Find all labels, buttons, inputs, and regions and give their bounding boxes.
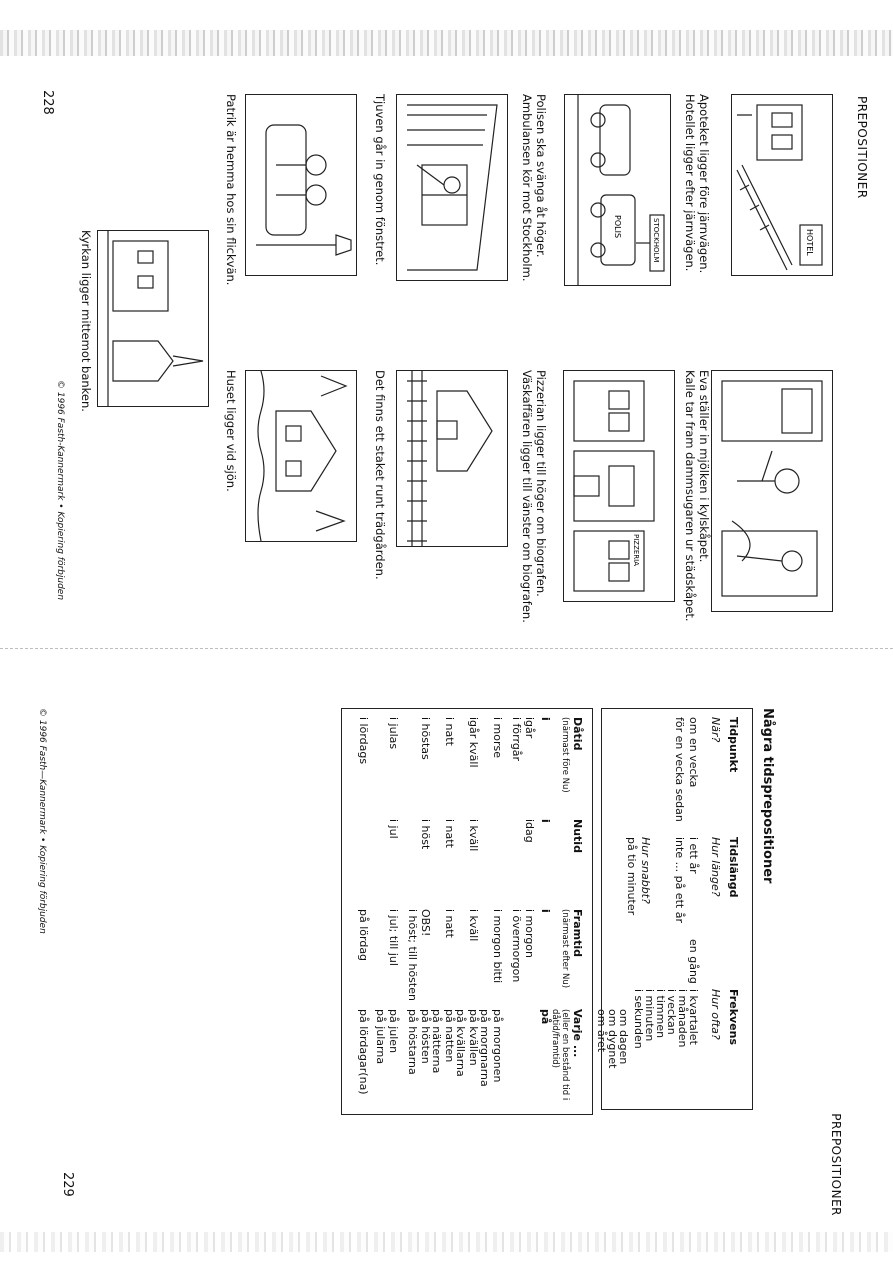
table-cell: på lördag	[357, 909, 370, 962]
sign-stockholm: STOCKHOLM	[652, 218, 660, 263]
table-cell: i höst	[419, 819, 432, 850]
table-cell: igår kväll	[467, 717, 480, 768]
tidpunkt-2: för en vecka sedan	[673, 717, 686, 822]
header-nutid: Nutid	[571, 819, 584, 853]
copyright: © 1996 Fasth-Kannermark • Kopiering förbjuden	[55, 380, 65, 601]
scan-edge-top	[0, 30, 893, 56]
table-cell: på hösten på höstarna	[406, 1009, 432, 1075]
page-header: PREPOSITIONER	[829, 1113, 843, 1216]
frekvens-om-1: om dagen	[617, 1009, 630, 1065]
table-cell: i morgon bitti	[491, 909, 504, 984]
illustration-church-bank	[97, 230, 209, 407]
frekvens-om-2: om dygnet	[606, 1009, 619, 1069]
page-header: PREPOSITIONER	[855, 96, 869, 199]
table-cell: i jul	[387, 819, 400, 839]
tidslangd-3: Hur snabbt?	[639, 837, 652, 904]
table-cell: på lördagar(na)	[357, 1009, 370, 1095]
page-divider	[0, 648, 893, 649]
header-tidpunkt: Tidpunkt	[727, 717, 740, 773]
frekvens-i-5: i minuten	[643, 989, 656, 1042]
time-box-2	[341, 708, 593, 1115]
table-cell: i natt	[443, 909, 456, 938]
table-cell: på natten på nätterna	[430, 1009, 456, 1074]
illustration-police-ambulance	[564, 94, 671, 286]
table-cell: i morgon i övermorgon	[510, 909, 536, 983]
frekvens-lead: en gång	[687, 939, 700, 984]
table-cell: idag	[523, 819, 536, 843]
sub-framtid: (närmast efter Nu)	[560, 909, 570, 989]
frekvens-i-3: i veckan	[665, 989, 678, 1035]
illustration-couple-sofa	[245, 94, 357, 276]
illustration-thief-window	[396, 94, 508, 281]
header-varje: Varje ...	[571, 1009, 584, 1058]
marker-datid: i	[539, 717, 552, 721]
marker-nutid: i	[539, 819, 552, 823]
page-number: 229	[60, 1172, 75, 1197]
illustration-pharmacy-railway	[731, 94, 833, 276]
page-229	[0, 690, 893, 1230]
copyright: © 1996 Fasth—Kannermark • Kopiering förbjuden	[37, 708, 47, 934]
illustration-fence-garden	[396, 370, 508, 547]
caption-apoteket-line-2: Hotellet ligger efter järnvägen.	[683, 94, 697, 272]
caption-huset-line-1: Huset ligger vid sjön.	[224, 370, 238, 492]
header-datid: Dåtid	[571, 717, 584, 751]
table-cell: i morse	[491, 717, 504, 759]
table-cell: på julen på jularna	[374, 1009, 400, 1065]
section-title: Några tidsprepositioner	[760, 708, 775, 884]
marker-framtid: i	[539, 909, 552, 913]
table-cell: i kväll	[467, 909, 480, 942]
question-nar: När?	[709, 717, 722, 743]
page-number: 228	[40, 90, 55, 115]
caption-polisen-line-1: Polisen ska svänga åt höger.	[534, 94, 548, 258]
table-cell: på morgonen på morgnarna	[478, 1009, 504, 1087]
caption-kyrkan	[79, 230, 93, 412]
frekvens-i-4: i timmen	[654, 989, 667, 1039]
sign-hotel: HOTEL	[805, 229, 814, 256]
tidslangd-2: inte ... på ett år	[673, 837, 686, 923]
table-cell: i julas	[387, 717, 400, 750]
caption-apoteket-line-1: Apoteket ligger före järnvägen.	[697, 94, 711, 274]
caption-patrik	[224, 94, 238, 285]
table-cell: i natt	[443, 819, 456, 848]
table-cell: i natt	[443, 717, 456, 746]
caption-tjuven-line-1: Tjuven går in genom fönstret.	[373, 94, 387, 266]
caption-mjolken	[683, 370, 711, 622]
sub-varje: (eller en bestånd tid i dåtid/framtid)	[550, 1009, 570, 1101]
frekvens-i-2: i månaden	[676, 989, 689, 1048]
scan-edge-bottom	[0, 1232, 893, 1252]
table-cell: OBS! i höst; till hösten	[406, 909, 432, 1001]
table-cell: i höstas	[419, 717, 432, 760]
question-hur-ofta: Hur ofta?	[709, 989, 722, 1040]
table-cell: igår i förrgår	[510, 717, 536, 762]
header-tidslangd: Tidslängd	[727, 837, 740, 898]
page-228	[0, 70, 893, 630]
caption-pizzerian	[520, 370, 548, 623]
marker-varje: på	[539, 1009, 552, 1025]
tidslangd-4: på tio minuter	[625, 837, 638, 916]
caption-staket-line-1: Det finns ett staket runt trädgården.	[373, 370, 387, 580]
caption-pizzerian-line-1: Pizzerian ligger till höger om biografen.	[534, 370, 548, 597]
table-cell: i jul; till jul	[387, 909, 400, 966]
question-hur-lange: Hur länge?	[709, 837, 722, 897]
caption-staket	[373, 370, 387, 580]
caption-mjolken-line-2: Kalle tar fram dammsugaren ur städskåpet.	[683, 370, 697, 622]
sign-pizzeria: PIZZERIA	[632, 534, 640, 567]
caption-huset	[224, 370, 238, 492]
table-cell: på kvällen på kvällarna	[454, 1009, 480, 1077]
caption-patrik-line-1: Patrik är hemma hos sin flickvän.	[224, 94, 238, 286]
caption-mjolken-line-1: Eva ställer in mjölken i kylskåpet.	[697, 370, 711, 563]
illustration-pizzeria-cinema	[563, 370, 675, 602]
sign-polis: POLIS	[613, 215, 622, 239]
caption-pizzerian-line-2: Väskaffären ligger till vänster om biografen.	[520, 370, 534, 623]
caption-polisen-line-2: Ambulansen kör mot Stockholm.	[520, 94, 534, 282]
tidpunkt-1: om en vecka	[687, 717, 700, 788]
frekvens-i-1: i kvartalet	[687, 989, 700, 1045]
table-cell: i kväll	[467, 819, 480, 852]
time-box-1	[595, 708, 753, 1110]
table-cell: i lördags	[357, 717, 370, 765]
frekvens-i-6: i sekunden	[632, 989, 645, 1049]
header-framtid: Framtid	[571, 909, 584, 958]
frekvens-om-3: om året	[595, 1009, 608, 1053]
sub-datid: (närmast före Nu)	[560, 717, 570, 793]
caption-polisen	[520, 94, 548, 281]
illustration-kitchen-closet	[711, 370, 833, 612]
caption-apoteket	[683, 94, 711, 273]
caption-tjuven	[373, 94, 387, 265]
illustration-house-lake	[245, 370, 357, 542]
caption-kyrkan-line-1: Kyrkan ligger mittemot banken.	[79, 230, 93, 412]
tidslangd-1: i ett år	[687, 837, 700, 874]
header-frekvens: Frekvens	[727, 989, 740, 1046]
